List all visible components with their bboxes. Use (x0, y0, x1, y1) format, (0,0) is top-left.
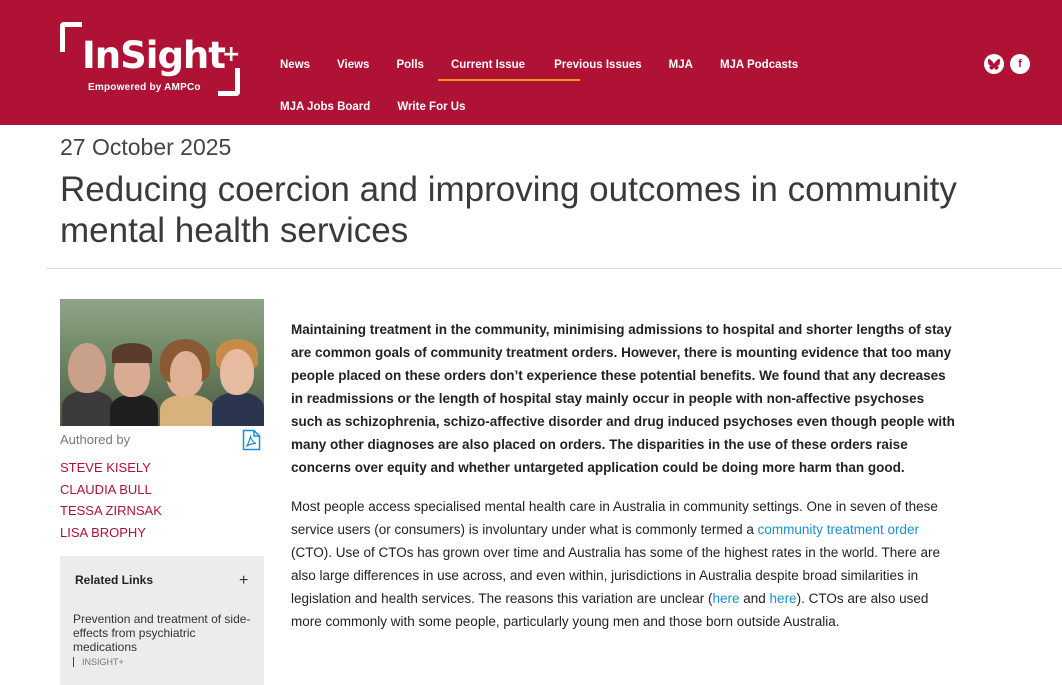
pdf-file-icon (242, 429, 261, 451)
nav-mja-podcasts[interactable]: MJA Podcasts (719, 58, 799, 71)
facebook-icon[interactable]: f (1010, 54, 1030, 74)
site-header (0, 0, 1062, 125)
paragraph-text: Most people access specialised mental health care in Australia in community settings. One in seven of these service users (or consumers) is involuntary under what is commonly termed a (291, 499, 938, 537)
article-paragraph (291, 495, 957, 633)
person-figure (68, 343, 106, 393)
logo-corner-mark (218, 68, 240, 96)
bluesky-icon[interactable] (984, 54, 1004, 74)
social-links (984, 54, 1030, 74)
nav-polls[interactable]: Polls (396, 58, 424, 71)
header-divider (46, 268, 1062, 269)
nav-news[interactable]: News (280, 58, 311, 71)
nav-current-issue[interactable]: Current Issue (451, 48, 525, 81)
person-hair (112, 343, 152, 363)
logo-tagline: Empowered by AMPCo (88, 82, 201, 93)
author-link[interactable]: STEVE KISELY (60, 460, 151, 475)
author-list (60, 457, 162, 543)
person-face (170, 351, 202, 395)
article-lead: Maintaining treatment in the community, minimising admissions to hospital and shorter lengths of stay are common goals of community treatment orders. However, there is mounting evidence that too many people placed on these orders don’t experience these potential benefits. We found that any decreases in readmissions or the length of hospital stay mainly occur in people with non-affective psychoses such as schizophrenia, schizo-affective disorder and drug induced psychoses even though people with many other diagnoses are also placed on orders. The disparities in the use of these orders raise concerns over equity and whether untargeted application could be doing more harm than good. (291, 322, 955, 475)
related-link-source: INSIGHT+ (73, 657, 124, 667)
related-links-panel (60, 556, 264, 685)
nav-row-primary (280, 46, 900, 82)
main-nav (280, 46, 900, 124)
author-link[interactable]: TESSA ZIRNSAK (60, 503, 162, 518)
paragraph-text: and (739, 591, 770, 606)
article-title: Reducing coercion and improving outcomes in community mental health services (60, 170, 957, 250)
person-face (220, 349, 254, 395)
article-body (291, 318, 957, 633)
pdf-download-icon[interactable] (242, 429, 261, 451)
nav-write-for-us[interactable]: Write For Us (397, 100, 466, 113)
person-figure (212, 393, 264, 426)
butterfly-icon (988, 59, 1000, 70)
logo-plus: + (222, 42, 241, 67)
related-link-item[interactable]: Prevention and treatment of side-effects from psychiatric medications (73, 612, 251, 654)
nav-mja-jobs-board[interactable]: MJA Jobs Board (280, 100, 371, 113)
nav-row-secondary (280, 88, 900, 124)
person-figure (62, 391, 114, 426)
here-link-2[interactable]: here (769, 591, 797, 606)
related-links-title: Related Links (75, 573, 154, 587)
article-date: 27 October 2025 (60, 134, 232, 160)
author-link[interactable]: CLAUDIA BULL (60, 481, 152, 497)
logo-wordmark: InSight (82, 34, 225, 77)
nav-previous-issues[interactable]: Previous Issues (554, 58, 642, 71)
author-link[interactable]: LISA BROPHY (60, 524, 146, 540)
expand-plus-icon[interactable]: + (239, 572, 249, 589)
insight-logo[interactable] (60, 22, 242, 98)
authors-photo (60, 299, 264, 426)
paragraph-text: ). CTOs are also used more commonly with some people, particularly young men and those born outside Australia. (291, 591, 929, 629)
logo-corner-mark (60, 22, 82, 52)
authored-by-label: Authored by (60, 432, 131, 447)
here-link-1[interactable]: here (712, 591, 740, 606)
community-treatment-order-link[interactable]: community treatment order (757, 522, 919, 537)
nav-mja[interactable]: MJA (668, 58, 693, 71)
nav-views[interactable]: Views (337, 58, 370, 71)
person-figure (160, 395, 214, 426)
person-figure (110, 395, 158, 426)
paragraph-text: (CTO). Use of CTOs has grown over time and Australia has some of the highest rates in the world. There are also large differences in use across, and even within, jurisdictions in Australia despite broad similarities in legislation and health services. The reasons this variation are unclear ( (291, 545, 941, 606)
